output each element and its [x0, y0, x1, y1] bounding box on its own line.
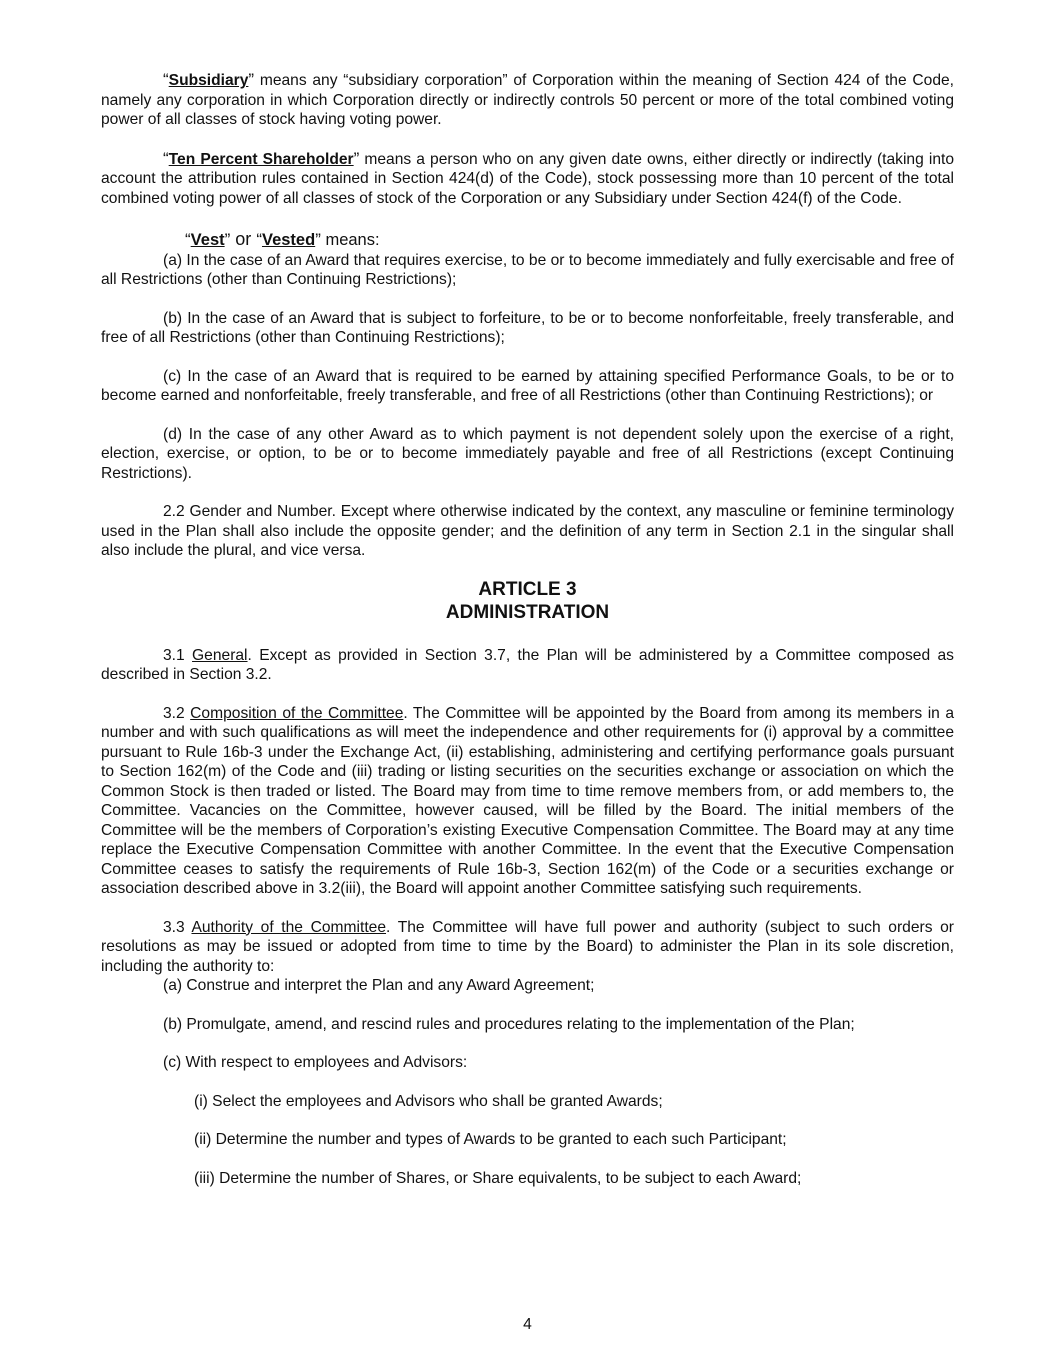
section-heading-composition: Composition of the Committee [190, 704, 404, 722]
defined-term-vest: Vest [190, 231, 225, 249]
definition-text: means a person who on any given date owns, either directly or indirectly (taking into account the attribution rules contained in Section 424(d) of the Code), stock possessing more than 10 percent of the total combined voting power of all classes of stock of the Corporation or any Subsidiary under Section 424(f) of the Code. [101, 150, 954, 207]
definition-text: means any “subsidiary corporation” of Corporation within the meaning of Section 424 of the Code, namely any corporation in which Corporation directly or indirectly controls 50 percent or more of the total combined voting power of all classes of stock having voting power. [101, 72, 954, 128]
document-page [101, 70, 954, 1188]
defined-term-vested: Vested [261, 231, 316, 249]
vest-clause-d: (d) In the case of any other Award as to which payment is not dependent solely upon the exercise of a right, election, exercise, or option, to be or to become immediately payable and free of all Restrictions (except Continuing Restrictions). [101, 425, 954, 482]
definition-ten-percent-shareholder: “Ten Percent Shareholder” means a person who on any given date owns, either directly or indirectly (taking into account the attribution rules contained in Section 424(d) of the Code), stock possessing more than 10 percent of the total combined voting power of all classes of stock of the Corporation or any Subsidiary under Section 424(f) of the Code. [101, 148, 954, 207]
article-number: ARTICLE 3 [478, 578, 577, 600]
definition-subsidiary: “Subsidiary” means any “subsidiary corporation” of Corporation within the meaning of Section 424 of the Code, namely any corporation in which Corporation directly or indirectly controls 50 percent or more of the total combined voting power of all classes of stock having voting power. [101, 70, 954, 128]
section-heading-general: General [192, 646, 248, 664]
section-3-1: 3.1 General. Except as provided in Section 3.7, the Plan will be administered by a Committee composed as described in Section 3.2. [101, 646, 954, 683]
defined-term-ten-percent-shareholder: Ten Percent Shareholder [168, 150, 354, 168]
vest-clause-c: (c) In the case of an Award that is required to be earned by attaining specified Performance Goals, to be or to become earned and nonforfeitable, freely transferable, and free of all Restrictions (other than Continuing Restrictions); or [101, 367, 954, 404]
vest-clause-a: (a) In the case of an Award that requires exercise, to be or to become immediately and fully exercisable and free of all Restrictions (other than Continuing Restrictions); [101, 251, 954, 288]
authority-subitem-iii: (iii) Determine the number of Shares, or Share equivalents, to be subject to each Award; [194, 1169, 802, 1187]
section-heading-authority: Authority of the Committee [191, 918, 387, 936]
authority-item-c: (c) With respect to employees and Advisors: [163, 1054, 468, 1071]
authority-subitem-ii: (ii) Determine the number and types of Awards to be granted to each such Participant; [194, 1131, 787, 1148]
page-number: 4 [523, 1316, 532, 1333]
article-title: ADMINISTRATION [445, 601, 610, 623]
defined-term-subsidiary: Subsidiary [168, 72, 249, 89]
authority-item-a: (a) Construe and interpret the Plan and any Award Agreement; [163, 977, 595, 994]
vest-clause-b: (b) In the case of an Award that is subject to forfeiture, to be or to become nonforfeitable, freely transferable, and free of all Restrictions (other than Continuing Restrictions); [101, 309, 954, 346]
definition-vest: “Vest” or “Vested” means: [185, 229, 380, 249]
authority-subitem-i: (i) Select the employees and Advisors who shall be granted Awards; [194, 1092, 663, 1110]
section-3-3: 3.3 Authority of the Committee. The Committee will have full power and authority (subject to such orders or resolutions as may be issued or adopted from time to time by the Board) to administer the Plan in its sole discretion, including the authority to: [101, 918, 954, 975]
authority-item-b: (b) Promulgate, amend, and rescind rules and procedures relating to the implementation of the Plan; [163, 1015, 855, 1033]
section-2-2-gender-number: 2.2 Gender and Number. Except where otherwise indicated by the context, any masculine or feminine terminology used in the Plan shall also include the opposite gender; and the definition of any term in Section 2.1 in the singular shall also include the plural, and vice versa. [101, 503, 954, 559]
section-3-2: 3.2 Composition of the Committee. The Committee will be appointed by the Board from among its members in a number and with such qualifications as will meet the independence and other requirements for (i) approval by a committee pursuant to Rule 16b-3 under the Exchange Act, (ii) establishing, administering and certifying performance goals pursuant to Section 162(m) of the Code and (iii) trading or listing securities on the securities exchange or association on which the Common Stock is then traded or listed. The Board may from time to time remove members from, or add members to, the Committee. Vacancies on the Committee, however caused, will be filled by the Board. The initial members of the Committee will be the members of Corporation’s existing Executive Compensation Committee. The Board may at any time replace the Executive Compensation Committee with another Committee. In the event that the Executive Compensation Committee ceases to satisfy the requirements of Rule 16b-3, Section 162(m) of the Code or a securities exchange or association described above in 3.2(iii), the Board will appoint another Committee satisfying such requirements. [101, 704, 954, 897]
